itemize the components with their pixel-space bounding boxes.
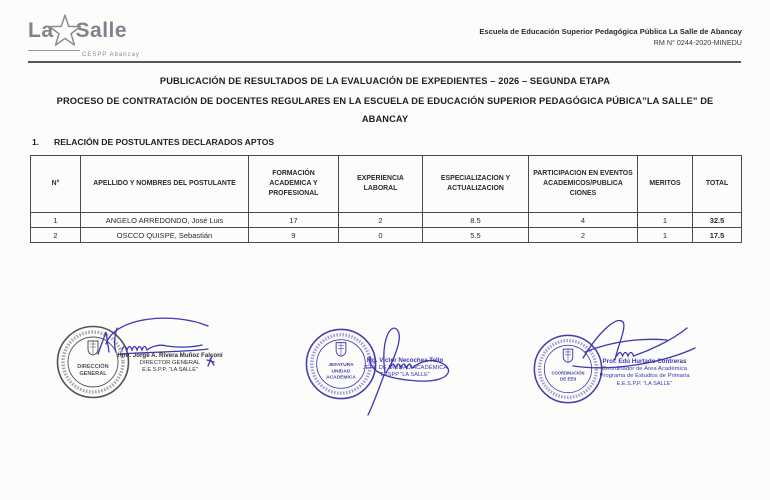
signer-role: Coordinador de Área Académica (601, 365, 688, 372)
table-header-row (31, 156, 742, 213)
cell-participacion: 2 (529, 228, 638, 243)
signature-block-director-general (50, 314, 245, 409)
cell-participacion: 4 (529, 213, 638, 228)
logo-text-salle: Salle (75, 19, 128, 42)
signer-name: Mg. Víctor Necochea Tello (366, 357, 444, 364)
signer-name: Hno. Jorge A. Rivera Muñoz Falconí (117, 352, 223, 359)
cell-meritos: 1 (638, 228, 693, 243)
cell-numero: 1 (31, 213, 81, 228)
star-icon (47, 13, 83, 49)
signer-role: DIRECTOR GENERAL (139, 359, 201, 366)
logo-subtitle: CESPP Abancay (82, 52, 140, 58)
cell-total: 32.5 (693, 213, 742, 228)
cell-experiencia: 2 (339, 213, 423, 228)
cell-experiencia: 0 (339, 228, 423, 243)
stamp-text: COORDINACIÓN (551, 370, 585, 376)
coordinador-signature-caption (572, 358, 717, 387)
document-title-line3: ABANCAY (361, 114, 409, 124)
col-header-meritos: MERITOS (638, 156, 693, 213)
stamp-text: UNIDAD (331, 369, 351, 375)
stamp-text: DIRECCIÓN (77, 364, 109, 370)
col-header-total: TOTAL (693, 156, 742, 213)
signature-block-unidad-academica (300, 313, 475, 421)
institution-header (479, 27, 742, 47)
logo-text-la: La (28, 19, 54, 42)
section-title: RELACIÓN DE POSTULANTES DECLARADOS APTOS (54, 137, 275, 147)
cell-apellidos: OSCCO QUISPE, Sebastián (81, 228, 249, 243)
results-table (30, 155, 742, 243)
institution-rm-number: RM N° 0244-2020-MINEDU (653, 38, 742, 47)
table-row (31, 213, 742, 228)
signer-role-2: Programa de Estudios de Primaria (599, 373, 690, 380)
section-number: 1. (32, 137, 40, 147)
stamp-text: JEFATURA (328, 362, 354, 368)
cell-formacion: 9 (249, 228, 339, 243)
stamp-text: ACADÉMICA (326, 375, 356, 381)
cell-meritos: 1 (638, 213, 693, 228)
logo-underline (28, 50, 80, 51)
cell-numero: 2 (31, 228, 81, 243)
table-row (31, 228, 742, 243)
cell-formacion: 17 (249, 213, 339, 228)
signer-role: JEFE DE UNIDAD ACADÉMICA (362, 364, 448, 371)
signer-institution: E.E.S.P.P. “LA SALLE” (142, 367, 198, 374)
jefe-unidad-signature-caption (345, 357, 465, 379)
cell-total: 17.5 (693, 228, 742, 243)
col-header-formacion: FORMACIÓN ACADEMICA Y PROFESIONAL (249, 156, 339, 213)
stamp-text: DE EEII (559, 376, 577, 382)
section-heading (32, 137, 274, 147)
document-title-line1: PUBLICACIÓN DE RESULTADOS DE LA EVALUACIÓN DE EXPEDIENTES – 2026 – SEGUNDA ETAPA (159, 76, 611, 86)
document-title-line2: PROCESO DE CONTRATACIÓN DE DOCENTES REGULARES EN LA ESCUELA DE EDUCACIÓN SUPERIOR PEDAGÓGICA PÚBICA”LA SALLE” DE (56, 96, 714, 106)
col-header-especializacion: ESPECIALIZACION Y ACTUALIZACION (423, 156, 529, 213)
institution-name: Escuela de Educación Superior Pedagógica Pública La Salle de Abancay (479, 27, 742, 36)
col-header-experiencia: EXPERIENCIA LABORAL (339, 156, 423, 213)
col-header-participacion: PARTICIPACION EN EVENTOS ACADEMICOS/PUBLICA CIONES (529, 156, 638, 213)
cell-especializacion: 8.5 (423, 213, 529, 228)
cell-apellidos: ANGELO ARREDONDO, José Luis (81, 213, 249, 228)
signature-block-coordinador (528, 310, 723, 415)
signer-name: Prof. Edú Hurtado Contreras (602, 358, 687, 365)
col-header-numero: N° (31, 156, 81, 213)
col-header-apellidos: APELLIDO Y NOMBRES DEL POSTULANTE (81, 156, 249, 213)
signer-institution: EESPP “LA SALLE” (380, 372, 430, 379)
director-signature-caption (100, 352, 240, 374)
cell-especializacion: 5.5 (423, 228, 529, 243)
signer-institution: E.E.S.P.P. “LA SALLE” (616, 380, 673, 387)
lasalle-logo (28, 13, 168, 63)
stamp-text: GENERAL (79, 371, 107, 377)
header-divider (28, 61, 741, 63)
